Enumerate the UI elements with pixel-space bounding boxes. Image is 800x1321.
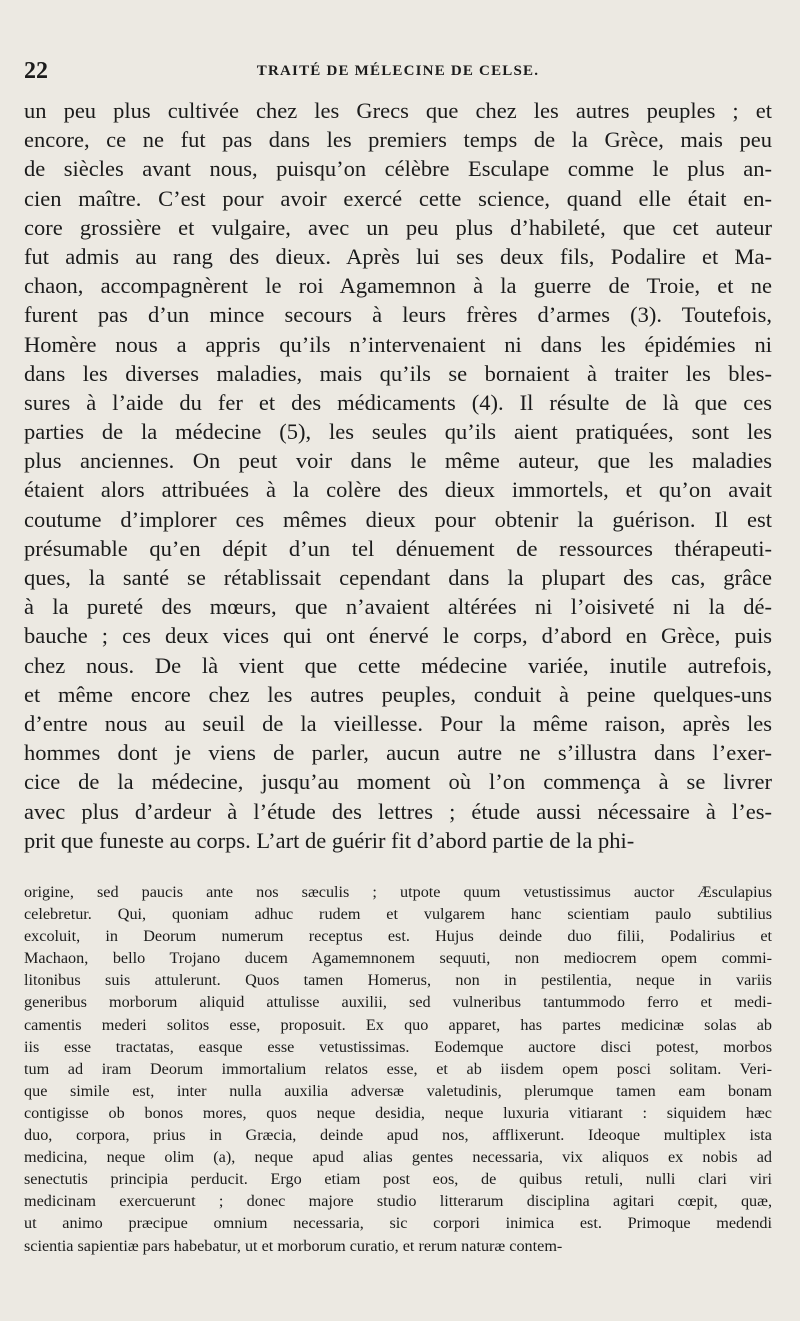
text-line: cien maître. C’est pour avoir exercé cette science, quand elle était en-	[24, 185, 772, 211]
text-line: hommes dont je viens de parler, aucun autre ne s’illustra dans l’exer-	[24, 740, 772, 766]
note-line: ut animo præcipue omnium necessaria, sic corpori inimica est. Primoque medendi	[24, 1214, 772, 1233]
note-line: scientia sapientiæ pars habebatur, ut et morborum curatio, et rerum naturæ contem-	[24, 1236, 563, 1255]
note-line: origine, sed paucis ante nos sæculis ; utpote quum vetustissimus auctor Æsculapius	[24, 883, 772, 901]
text-line: Homère nous a appris qu’ils n’intervenaient ni dans les épidémies ni	[24, 331, 772, 357]
text-line: chaon, accompagnèrent le roi Agamemnon à la guerre de Troie, et ne	[24, 273, 772, 299]
page-header	[24, 58, 772, 88]
note-line: Machaon, bello Trojano ducem Agamemnonem sequuti, non mediocrem opem commi-	[24, 949, 772, 968]
text-line: encore, ce ne fut pas dans les premiers temps de la Grèce, mais peu	[24, 127, 772, 153]
note-line: tum ad iram Deorum immortalium relatos esse, et ab iisdem opem posci solitam. Veri-	[24, 1059, 772, 1078]
page-number: 22	[24, 58, 48, 84]
latin-footnote-text	[24, 881, 772, 1257]
text-line: étaient alors attribuées à la colère des dieux immortels, et qu’on avait	[24, 477, 772, 503]
note-line: litonibus suis attulerunt. Quos tamen Homerus, non in pestilentia, neque in variis	[24, 971, 772, 990]
text-line: coutume d’implorer ces mêmes dieux pour obtenir la guérison. Il est	[24, 506, 772, 532]
text-line: cice de la médecine, jusqu’au moment où l’on commença à se livrer	[24, 769, 772, 795]
text-line: fut admis au rang des dieux. Après lui ses deux fils, Podalire et Ma-	[24, 243, 772, 269]
text-line: parties de la médecine (5), les seules qu’ils aient pratiquées, sont les	[24, 419, 772, 445]
text-line: chez nous. De là vient que cette médecine variée, inutile autrefois,	[24, 652, 772, 678]
text-line: d’entre nous au seuil de la vieillesse. Pour la même raison, après les	[24, 710, 772, 736]
note-line: senectutis principia perducit. Ergo etiam post eos, de quibus retuli, nulli clari viri	[24, 1170, 772, 1189]
note-line: contigisse ob bonos mores, quos neque desidia, neque luxuria vitiarant : siquidem hæc	[24, 1103, 772, 1122]
text-line: bauche ; ces deux vices qui ont énervé le corps, d’abord en Grèce, puis	[24, 623, 772, 649]
text-line: et même encore chez les autres peuples, conduit à peine quelques-uns	[24, 681, 772, 707]
note-line: iis esse tractatas, easque esse vetustissimas. Eodemque auctore disci potest, morbos	[24, 1037, 772, 1056]
text-line: avec plus d’ardeur à l’étude des lettres ; étude aussi nécessaire à l’es-	[24, 798, 772, 824]
note-line: medicina, neque olim (a), neque apud alias gentes necessaria, vix aliquos ex nobis ad	[24, 1148, 772, 1167]
text-line: ques, la santé se rétablissait cependant dans la plupart des cas, grâce	[24, 565, 772, 590]
note-line: celebretur. Qui, quoniam adhuc rudem et vulgarem hanc scientiam paulo subtilius	[24, 905, 772, 924]
text-line: à la pureté des mœurs, que n’avaient altérées ni l’oisiveté ni la dé-	[24, 594, 772, 620]
note-line: que simile est, inter nulla auxilia adversæ valetudinis, plerumque tamen eam bonam	[24, 1081, 772, 1100]
note-line: excoluit, in Deorum numerum receptus est. Hujus deinde duo filii, Podalirius et	[24, 927, 772, 946]
text-line: présumable qu’en dépit d’un tel dénuement de ressources thérapeuti-	[24, 535, 772, 561]
text-line: prit que funeste au corps. L’art de guérir fit d’abord partie de la phi-	[24, 827, 635, 853]
text-line: sures à l’aide du fer et des médicaments (4). Il résulte de là que ces	[24, 389, 772, 415]
text-line: de siècles avant nous, puisqu’on célèbre Esculape comme le plus an-	[24, 156, 772, 182]
main-french-text	[24, 96, 772, 855]
text-line: dans les diverses maladies, mais qu’ils se bornaient à traiter les bles-	[24, 360, 772, 386]
note-line: camentis mederi solitos esse, proposuit. Ex quo apparet, has partes medicinæ solas ab	[24, 1015, 772, 1034]
text-line: core grossière et vulgaire, avec un peu plus d’habileté, que cet auteur	[24, 214, 772, 240]
running-title: TRAITÉ DE MÉLECINE DE CELSE.	[256, 63, 540, 79]
text-line: un peu plus cultivée chez les Grecs que chez les autres peuples ; et	[24, 98, 772, 123]
note-line: generibus morborum aliquid attulisse auxilii, sed vulneribus tantummodo ferro et medi-	[24, 993, 772, 1012]
note-line: medicinam exercuerunt ; donec majore studio litterarum disciplina agitari cœpit, quæ,	[24, 1192, 772, 1211]
text-line: furent pas d’un mince secours à leurs frères d’armes (3). Toutefois,	[24, 302, 772, 328]
note-line: duo, corpora, prius in Græcia, deinde apud nos, afflixerunt. Ideoque multiplex ista	[24, 1126, 772, 1145]
text-line: plus anciennes. On peut voir dans le même auteur, que les maladies	[24, 448, 772, 474]
